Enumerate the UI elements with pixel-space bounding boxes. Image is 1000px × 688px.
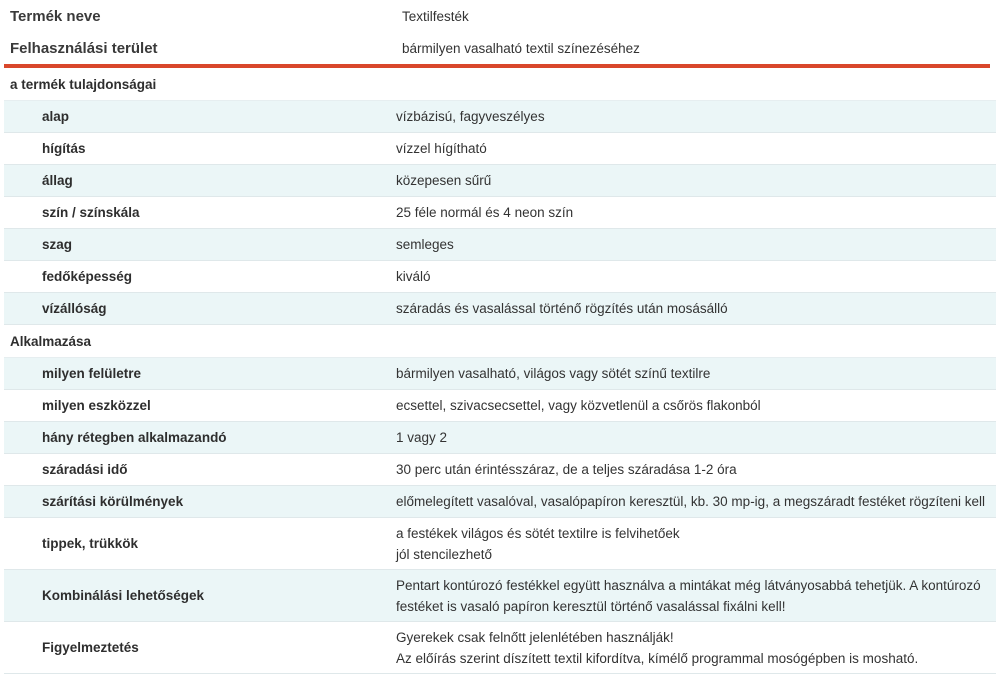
row-label: szín / színskála	[42, 205, 140, 220]
table-row	[4, 358, 996, 390]
table-row	[4, 454, 996, 486]
application-section-header	[4, 325, 996, 358]
row-label: tippek, trükkök	[42, 536, 139, 551]
row-label: állag	[42, 173, 73, 188]
row-value-line: festéket is vasaló papíron keresztül történő vasalással fixálni kell!	[396, 598, 786, 614]
product-spec-table	[4, 0, 996, 674]
row-value	[396, 523, 996, 565]
row-label: alap	[42, 109, 70, 124]
properties-section-header	[4, 68, 996, 101]
product-name-value: Textilfesték	[402, 8, 469, 24]
row-value: előmelegített vasalóval, vasalópapíron keresztül, kb. 30 mp-ig, a megszáradt festéket rögzíteni kell	[396, 494, 986, 509]
row-label: Kombinálási lehetőségek	[42, 588, 205, 603]
section-title: Alkalmazása	[10, 333, 92, 349]
row-value-line: a festékek világos és sötét textilre is felvihetőek	[396, 525, 680, 541]
usage-label: Felhasználási terület	[10, 39, 158, 57]
table-row	[4, 422, 996, 454]
row-label: hígítás	[42, 141, 86, 156]
row-value: közepesen sűrű	[396, 173, 492, 188]
row-value-line: Gyerekek csak felnőtt jelenlétében használják!	[396, 629, 674, 645]
row-value: semleges	[396, 237, 454, 252]
row-value: 25 féle normál és 4 neon szín	[396, 205, 574, 220]
row-value	[396, 575, 996, 617]
table-row	[4, 570, 996, 622]
row-label: fedőképesség	[42, 269, 133, 284]
row-label: szárítási körülmények	[42, 494, 184, 509]
table-row	[4, 101, 996, 133]
table-row	[4, 518, 996, 570]
row-label: szag	[42, 237, 73, 252]
product-name-row	[4, 0, 996, 32]
row-value: ecsettel, szivacsecsettel, vagy közvetlenül a csőrös flakonból	[396, 398, 761, 413]
row-value-line: Az előírás szerint díszített textil kifordítva, kímélő programmal mosógépben is mosható.	[396, 650, 919, 666]
row-value: 1 vagy 2	[396, 430, 448, 445]
table-row	[4, 486, 996, 518]
table-row	[4, 229, 996, 261]
usage-value: bármilyen vasalható textil színezéséhez	[402, 40, 640, 56]
table-row	[4, 197, 996, 229]
row-value: vízzel hígítható	[396, 141, 487, 156]
row-value: száradás és vasalással történő rögzítés után mosásálló	[396, 301, 728, 316]
row-value: 30 perc után érintésszáraz, de a teljes száradása 1-2 óra	[396, 462, 737, 477]
table-row	[4, 293, 996, 325]
usage-row	[4, 32, 996, 64]
table-row	[4, 261, 996, 293]
table-row	[4, 390, 996, 422]
row-value: bármilyen vasalható, világos vagy sötét színű textilre	[396, 366, 711, 381]
row-label: milyen felületre	[42, 366, 142, 381]
row-label: vízállóság	[42, 301, 107, 316]
row-label: Figyelmeztetés	[42, 640, 139, 655]
row-label: hány rétegben alkalmazandó	[42, 430, 227, 445]
row-label: milyen eszközzel	[42, 398, 151, 413]
row-value: kiváló	[396, 269, 431, 284]
row-value	[396, 627, 996, 669]
row-value-line: Pentart kontúrozó festékkel együtt használva a mintákat még látványosabbá tehetjük. A kontúrozó	[396, 577, 981, 593]
table-row	[4, 133, 996, 165]
product-name-label: Termék neve	[10, 7, 101, 25]
row-label: száradási idő	[42, 462, 128, 477]
table-row	[4, 165, 996, 197]
section-title: a termék tulajdonságai	[10, 76, 157, 92]
row-value-line: jól stencilezhető	[396, 546, 493, 562]
row-value: vízbázisú, fagyveszélyes	[396, 109, 545, 124]
table-row	[4, 622, 996, 674]
